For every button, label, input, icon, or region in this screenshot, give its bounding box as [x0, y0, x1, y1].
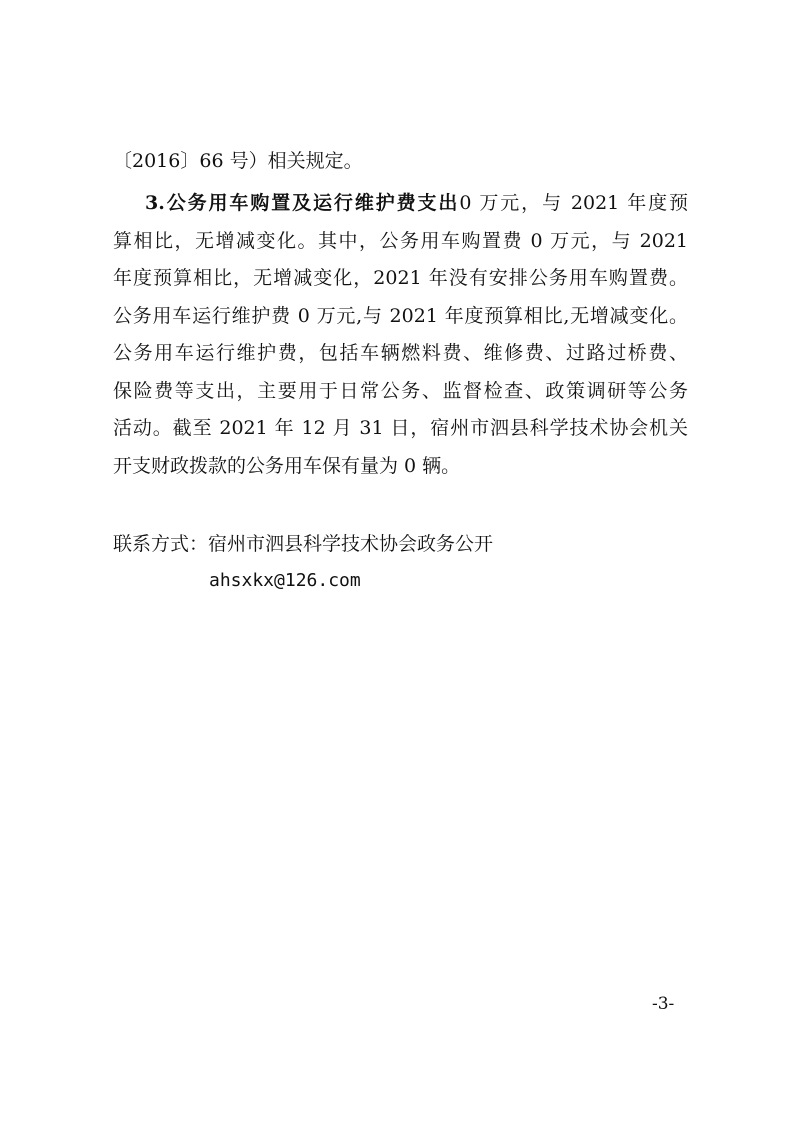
contact-label: 联系方式：宿州市泗县科学技术协会政务公开 [113, 533, 494, 555]
section-3-line-3: 年度预算相比，无增减变化，2021 年没有安排公务用车购置费。 [113, 267, 688, 289]
contact-email: ahsxkx@126.com [209, 570, 361, 591]
section-3-first-line [145, 191, 688, 215]
section-3-line-1-text: 0 万元，与 2021 年度预 [459, 192, 688, 214]
section-3-line-7: 活动。截至 2021 年 12 月 31 日，宿州市泗县科学技术协会机关 [113, 417, 688, 439]
page-number: -3- [652, 994, 675, 1014]
section-3-line-5: 公务用车运行维护费，包括车辆燃料费、维修费、过路过桥费、 [113, 342, 688, 364]
section-3-line-4: 公务用车运行维护费 0 万元,与 2021 年度预算相比,无增减变化。 [113, 305, 688, 327]
paragraph-continuation: 〔2016〕66 号）相关规定。 [113, 150, 363, 172]
section-3-line-8: 开支财政拨款的公务用车保有量为 0 辆。 [113, 455, 461, 477]
section-3-line-6: 保险费等支出，主要用于日常公务、监督检查、政策调研等公务 [113, 380, 688, 402]
section-3-line-2: 算相比，无增减变化。其中，公务用车购置费 0 万元，与 2021 [113, 230, 688, 252]
section-3-heading: 3.公务用车购置及运行维护费支出 [145, 192, 460, 214]
